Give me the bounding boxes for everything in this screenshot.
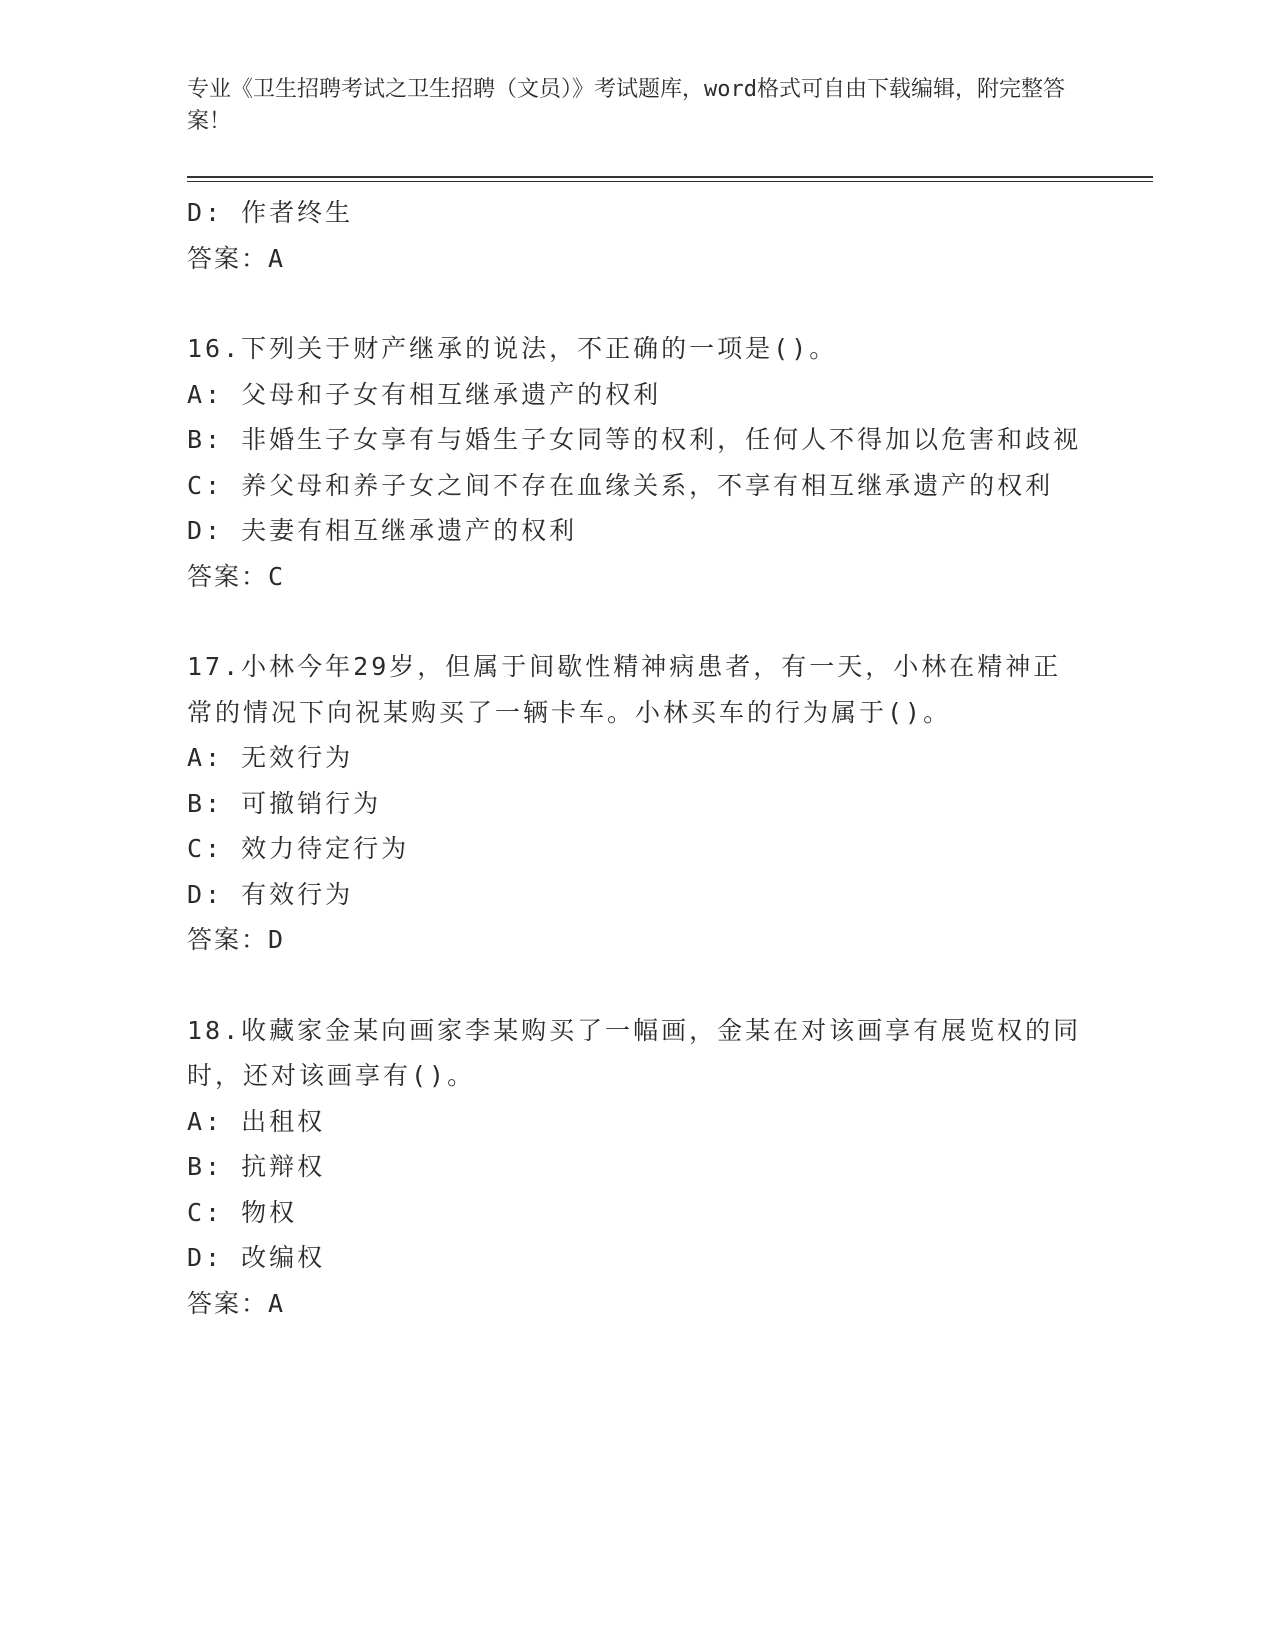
option-d: D: 改编权 — [187, 1243, 326, 1272]
answer-label: 答案： — [187, 1288, 269, 1318]
option-a: A: 父母和子女有相互继承遗产的权利 — [187, 379, 662, 409]
option-c: C: 效力待定行为 — [187, 834, 410, 863]
option-b: B: 抗辩权 — [187, 1152, 326, 1181]
option-d: D: 作者终生 — [187, 198, 354, 227]
option-b: B: 可撤销行为 — [187, 788, 382, 818]
answer-line — [187, 554, 1087, 600]
option-a: A: 无效行为 — [187, 743, 354, 772]
answer-line — [187, 917, 1087, 963]
question-18 — [187, 1008, 1087, 1327]
header-rule-thick — [187, 176, 1153, 178]
answer-value: D — [268, 925, 285, 954]
answer-line — [187, 236, 1087, 282]
option-d: D: 有效行为 — [187, 879, 354, 909]
document-body — [187, 190, 1087, 1371]
answer-label: 答案： — [187, 561, 269, 591]
question-16 — [187, 326, 1087, 599]
answer-value: C — [268, 561, 285, 591]
answer-line — [187, 1281, 1087, 1327]
option-a: A: 出租权 — [187, 1106, 326, 1136]
option-b: B: 非婚生子女享有与婚生子女同等的权利，任何人不得加以危害和歧视 — [187, 425, 1082, 454]
carryover-question — [187, 190, 1087, 281]
question-stem: 18.收藏家金某向画家李某购买了一幅画，金某在对该画享有展览权的同时，还对该画享有()。 — [187, 1015, 1082, 1090]
option-d: D: 夫妻有相互继承遗产的权利 — [187, 516, 578, 545]
option-c: C: 养父母和养子女之间不存在血缘关系，不享有相互继承遗产的权利 — [187, 470, 1054, 500]
answer-value: A — [268, 1288, 285, 1318]
document-header: 专业《卫生招聘考试之卫生招聘（文员）》考试题库，word格式可自由下载编辑，附完整答案！ — [187, 77, 1065, 134]
answer-value: A — [268, 243, 285, 273]
answer-label: 答案： — [187, 925, 269, 954]
question-17 — [187, 644, 1087, 963]
question-stem: 17.小林今年29岁，但属于间歇性精神病患者，有一天，小林在精神正常的情况下向祝某购买了一辆卡车。小林买车的行为属于()。 — [187, 652, 1062, 727]
answer-label: 答案： — [187, 243, 269, 273]
header-rule-thin — [187, 181, 1153, 182]
question-stem: 16.下列关于财产继承的说法，不正确的一项是()。 — [187, 334, 838, 363]
option-c: C: 物权 — [187, 1197, 298, 1227]
